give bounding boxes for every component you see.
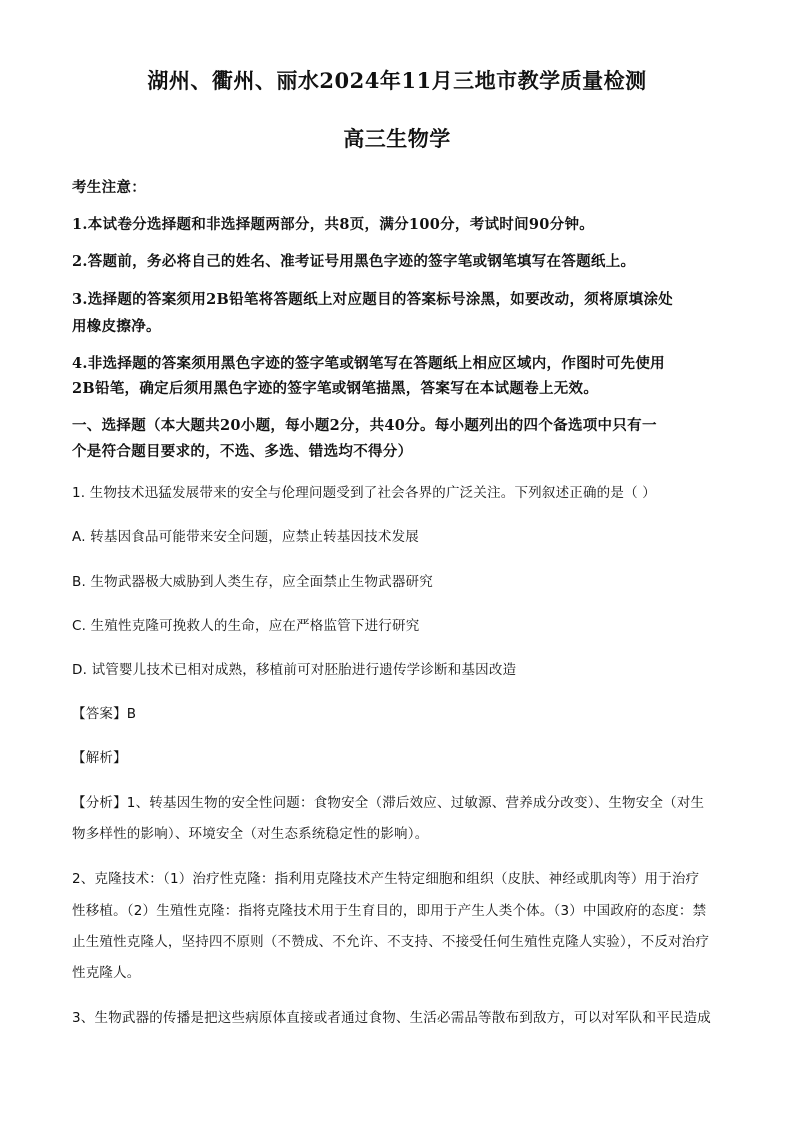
notice-item-3-line-1: 3.选择题的答案须用2B铅笔将答题纸上对应题目的答案标号涂黑，如要改动，须将原填涂处 bbox=[72, 291, 674, 308]
question-1-answer: 【答案】B bbox=[72, 706, 137, 722]
analysis-point-1-line-1: 【分析】1、转基因生物的安全性问题：食物安全（滞后效应、过敏源、营养成分改变）、生物安全（对生 bbox=[72, 795, 705, 811]
notice-item-4-line-2: 2B铅笔，确定后须用黑色字迹的签字笔或钢笔描黑，答案写在本试题卷上无效。 bbox=[72, 380, 599, 397]
analysis-point-1-line-2: 物多样性的影响）、环境安全（对生态系统稳定性的影响）。 bbox=[72, 826, 429, 842]
notice-item-4-line-1: 4.非选择题的答案须用黑色字迹的签字笔或钢笔写在答题纸上相应区域内，作图时可先使用 bbox=[72, 355, 665, 372]
analysis-point-2-line-1: 2、克隆技术：（1）治疗性克隆：指利用克隆技术产生特定细胞和组织（皮肤、神经或肌肉等）用于治疗 bbox=[72, 871, 700, 887]
notice-item-3-line-2: 用橡皮擦净。 bbox=[72, 318, 161, 335]
analysis-point-2-line-2: 性移植。（2）生殖性克隆：指将克隆技术用于生育目的，即用于产生人类个体。（3）中国政府的态度：禁 bbox=[72, 903, 707, 919]
section-heading-line-1: 一、选择题（本大题共20小题，每小题2分，共40分。每小题列出的四个备选项中只有一 bbox=[72, 417, 657, 434]
notice-heading: 考生注意： bbox=[72, 179, 146, 196]
question-1-analysis-heading: 【解析】 bbox=[72, 750, 127, 766]
question-1-stem: 1. 生物技术迅猛发展带来的安全与伦理问题受到了社会各界的广泛关注。下列叙述正确的是（ ） bbox=[72, 485, 656, 501]
document-subtitle: 高三生物学 bbox=[343, 126, 451, 151]
section-heading-line-2: 个是符合题目要求的，不选、多选、错选均不得分） bbox=[72, 443, 413, 460]
notice-item-2: 2.答题前，务必将自己的姓名、准考证号用黑色字迹的签字笔或钢笔填写在答题纸上。 bbox=[72, 253, 636, 270]
question-1-option-c: C. 生殖性克隆可挽救人的生命，应在严格监管下进行研究 bbox=[72, 618, 420, 634]
notice-item-1: 1.本试卷分选择题和非选择题两部分，共8页，满分100分，考试时间90分钟。 bbox=[72, 216, 595, 233]
document-title: 湖州、衢州、丽水2024年11月三地市教学质量检测 bbox=[147, 68, 647, 93]
question-1-option-d: D. 试管婴儿技术已相对成熟，移植前可对胚胎进行遗传学诊断和基因改造 bbox=[72, 662, 517, 678]
question-1-option-b: B. 生物武器极大威胁到人类生存，应全面禁止生物武器研究 bbox=[72, 574, 433, 590]
analysis-point-3-line-1: 3、生物武器的传播是把这些病原体直接或者通过食物、生活必需品等散布到敌方，可以对军队和平民造成 bbox=[72, 1010, 711, 1026]
analysis-point-2-line-4: 性克隆人。 bbox=[72, 965, 141, 981]
analysis-point-2-line-3: 止生殖性克隆人，坚持四不原则（不赞成、不允许、不支持、不接受任何生殖性克隆人实验），不反对治疗 bbox=[72, 934, 710, 950]
question-1-option-a: A. 转基因食品可能带来安全问题，应禁止转基因技术发展 bbox=[72, 529, 419, 545]
